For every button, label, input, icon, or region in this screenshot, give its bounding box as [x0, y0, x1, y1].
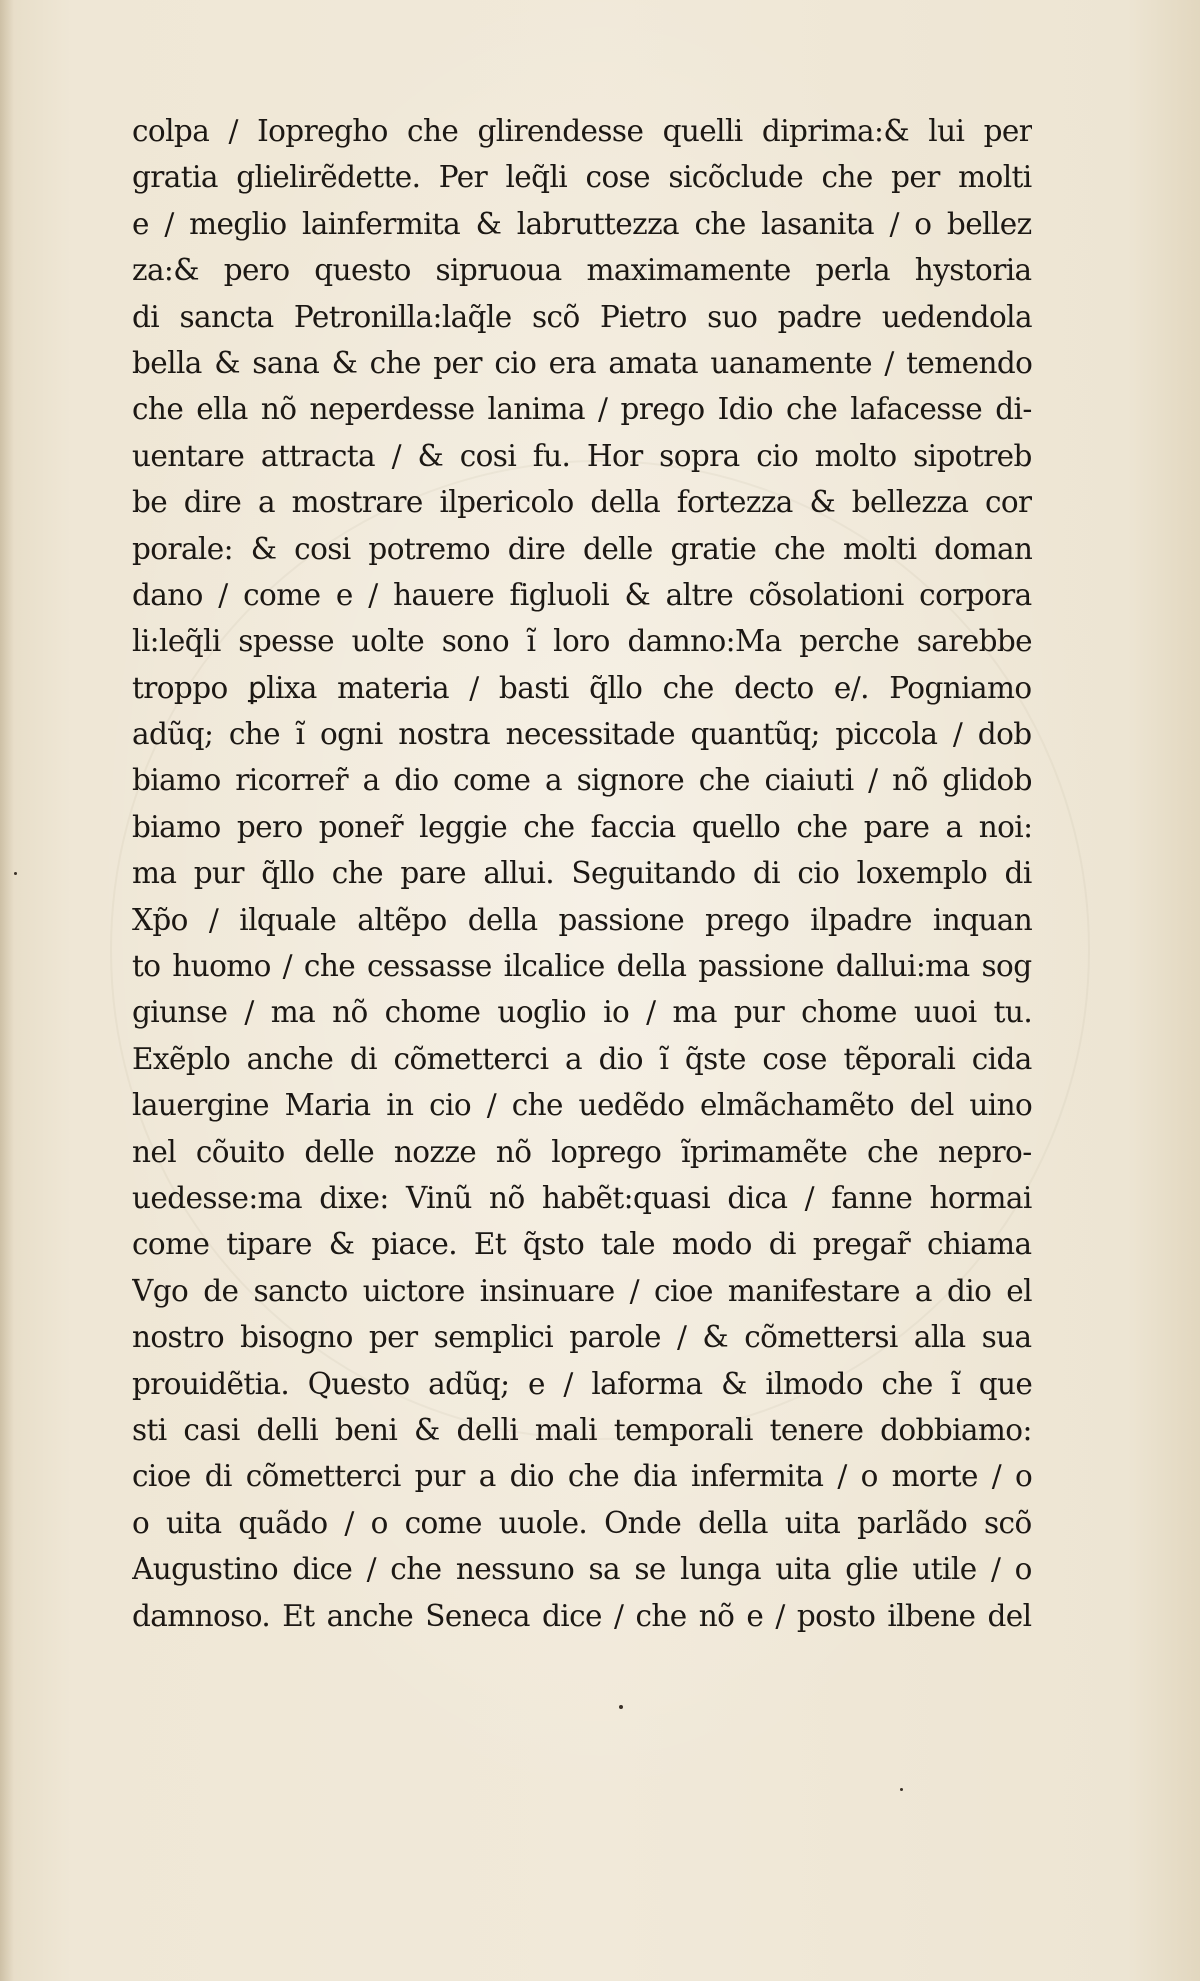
text-line: Exẽplo anche di cõmetterci a dio ĩ q̃ste cose tẽporali cida [132, 1041, 1032, 1076]
text-line: o uita quãdo / o come uuole. Onde della uita parlãdo scõ [132, 1505, 1032, 1540]
text-line: Augustino dice / che nessuno sa se lunga uita glie utile / o [132, 1552, 1032, 1587]
text-line: uedesse:ma dixe: Vinũ nõ habẽt:quasi dica / fanne hormai [132, 1180, 1032, 1215]
text-line: di sancta Petronilla:laq̃le scõ Pietro suo padre uedendola [132, 299, 1032, 334]
text-column [132, 108, 1032, 1639]
text-line: cioe di cõmetterci pur a dio che dia infermita / o morte / o [132, 1459, 1032, 1494]
ink-speck [619, 1705, 623, 1709]
text-line: prouidẽtia. Questo adũq; e / laforma & ilmodo che ĩ que [132, 1366, 1032, 1401]
ink-speck [900, 1788, 903, 1791]
text-line: bella & sana & che per cio era amata uanamente / temendo [132, 345, 1032, 380]
text-line: za:& pero questo sipruoua maximamente perla hystoria [132, 253, 1032, 288]
text-line: Vgo de sancto uictore insinuare / cioe manifestare a dio el [132, 1273, 1032, 1308]
text-line: Xp̃o / ilquale altẽpo della passione prego ilpadre inquan [132, 902, 1032, 937]
text-line: giunse / ma nõ chome uoglio io / ma pur chome uuoi tu. [132, 995, 1032, 1030]
text-line: che ella nõ neperdesse lanima / prego Idio che lafacesse di- [132, 392, 1032, 427]
text-line: be dire a mostrare ilpericolo della fortezza & bellezza cor [132, 485, 1032, 520]
text-line: biamo pero poner̃ leggie che faccia quello che pare a noi: [132, 809, 1032, 844]
text-line: nel cõuito delle nozze nõ loprego ĩprimamẽte che nepro- [132, 1134, 1032, 1169]
text-line: troppo ꝑlixa materia / basti q̃llo che decto e/. Pogniamo [132, 670, 1032, 705]
text-line: come tipare & piace. Et q̃sto tale modo di pregar̃ chiama [132, 1227, 1032, 1262]
text-line: gratia glielirẽdette. Per leq̃li cose sicõclude che per molti [132, 160, 1032, 195]
text-line: adũq; che ĩ ogni nostra necessitade quantũq; piccola / dob [132, 717, 1032, 752]
text-line: e / meglio lainfermita & labruttezza che lasanita / o bellez [132, 206, 1032, 241]
text-line: li:leq̃li spesse uolte sono ĩ loro damno:Ma perche sarebbe [132, 624, 1032, 659]
text-line: lauergine Maria in cio / che uedẽdo elmãchamẽto del uino [132, 1088, 1032, 1123]
text-line: sti casi delli beni & delli mali temporali tenere dobbiamo: [132, 1412, 1032, 1447]
ink-speck [14, 872, 17, 875]
text-line: to huomo / che cessasse ilcalice della passione dallui:ma sog [132, 949, 1032, 984]
text-line: uentare attracta / & cosi fu. Hor sopra cio molto sipotreb [132, 438, 1032, 473]
text-line: ma pur q̃llo che pare allui. Seguitando di cio loxemplo di [132, 856, 1032, 891]
text-line: dano / come e / hauere figluoli & altre cõsolationi corpora [132, 577, 1032, 612]
text-line: nostro bisogno per semplici parole / & cõmettersi alla sua [132, 1320, 1032, 1355]
text-line: damnoso. Et anche Seneca dice / che nõ e / posto ilbene del [132, 1598, 1032, 1633]
text-line: porale: & cosi potremo dire delle gratie che molti doman [132, 531, 1032, 566]
text-line: biamo ricorrer̃ a dio come a signore che ciaiuti / nõ glidob [132, 763, 1032, 798]
text-line: colpa / Iopregho che glirendesse quelli diprima:& lui per [132, 114, 1032, 148]
